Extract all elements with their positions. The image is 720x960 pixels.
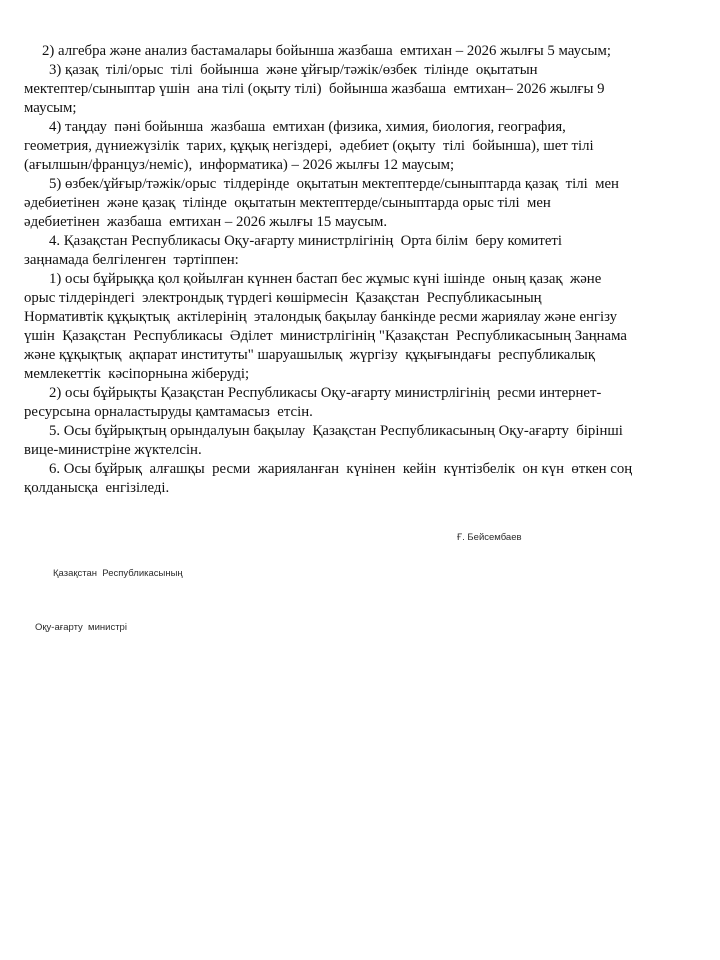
text-line: үшін Қазақстан Республикасы Әділет министрлігінің "Қазақстан Республикасының Заңнама <box>24 328 627 344</box>
text-line: 3) қазақ тілі/орыс тілі бойынша және ұйғыр/тәжік/өзбек тілінде оқытатын <box>49 62 538 78</box>
text-line: 2) осы бұйрықты Қазақстан Республикасы Оқу-ағарту министрлігінің ресми интернет- <box>49 385 602 401</box>
text-line: геометрия, дүниежүзілік тарих, құқық негіздері, әдебиет (оқыту тілі бойынша), шет тілі <box>24 138 594 154</box>
text-line: 5. Осы бұйрықтың орындалуын бақылау Қазақстан Республикасының Оқу-ағарту бірінші <box>49 423 623 439</box>
signer-title-line-2: Оқу-ағарту министрі <box>35 622 127 633</box>
text-line: маусым; <box>24 100 77 116</box>
text-line: 2) алгебра және анализ бастамалары бойынша жазбаша емтихан – 2026 жылғы 5 маусым; <box>42 43 611 59</box>
text-line: 6. Осы бұйрық алғашқы ресми жарияланған күнінен кейін күнтізбелік он күн өткен соң <box>49 461 633 477</box>
text-line: 4. Қазақстан Республикасы Оқу-ағарту министрлігінің Орта білім беру комитеті <box>49 233 562 249</box>
text-line: және құқықтық ақпарат институты" шаруашылық жүргізу құқығындағы республикалық <box>24 347 596 363</box>
text-line: Нормативтік құқықтық актілерінің эталондық бақылау банкінде ресми жариялау және енгізу <box>24 309 618 325</box>
text-line: 5) өзбек/ұйғыр/тәжік/орыс тілдерінде оқытатын мектептерде/сыныптарда қазақ тілі мен <box>49 176 619 192</box>
signer-title-line-1: Қазақстан Республикасының <box>53 568 183 579</box>
text-line: 4) таңдау пәні бойынша жазбаша емтихан (физика, химия, биология, география, <box>49 119 566 135</box>
text-line: әдебиетінен жазбаша емтихан – 2026 жылғы 15 маусым. <box>24 214 388 230</box>
text-line: заңнамада белгіленген тәртіппен: <box>24 252 239 268</box>
text-line: ресурсына орналастыруды қамтамасыз етсін. <box>24 404 313 420</box>
text-line: 1) осы бұйрыққа қол қойылған күннен бастап бес жұмыс күні ішінде оның қазақ және <box>49 271 602 287</box>
text-line: мемлекеттік кәсіпорнына жіберуді; <box>24 366 250 382</box>
text-line: мектептер/сыныптар үшін ана тілі (оқыту тілі) бойынша жазбаша емтихан– 2026 жылғы 9 <box>24 81 605 97</box>
signer-name: Ғ. Бейсембаев <box>457 532 522 543</box>
text-line: вице-министріне жүктелсін. <box>24 442 202 458</box>
text-line: (ағылшын/француз/неміс), информатика) – 2026 жылғы 12 маусым; <box>24 157 455 173</box>
text-line: орыс тілдеріндегі электрондық түрдегі көшірмесін Қазақстан Республикасының <box>24 290 542 306</box>
text-line: қолданысқа енгізіледі. <box>24 480 170 496</box>
text-line: әдебиетінен және қазақ тілінде оқытатын мектептерде/сыныптарда орыс тілі мен <box>24 195 551 211</box>
signature-block <box>0 529 720 691</box>
